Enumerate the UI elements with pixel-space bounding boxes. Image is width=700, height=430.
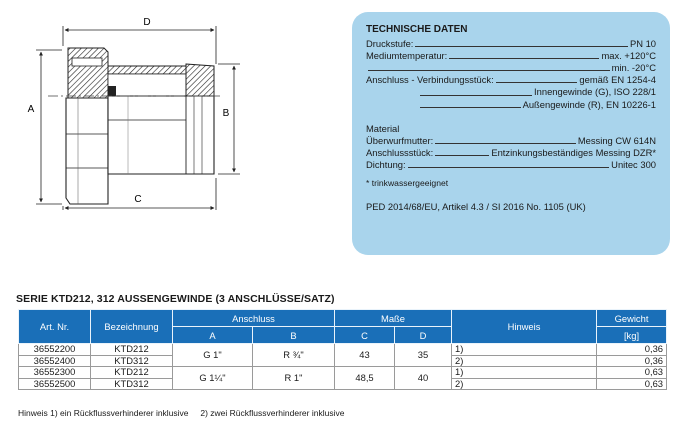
mediumtemp-min-row xyxy=(366,62,656,74)
header-anschluss: Anschluss xyxy=(173,310,335,327)
cell-a: G 1¼" xyxy=(173,367,253,390)
mediumtemp-row xyxy=(366,50,656,62)
cell-artnr: 36552400 xyxy=(19,355,91,367)
leader-line xyxy=(449,58,599,59)
mediumtemp-label: Mediumtemperatur: xyxy=(366,50,448,62)
dim-c-label: C xyxy=(134,194,142,205)
anschluss-row xyxy=(366,74,656,86)
header-a: A xyxy=(173,327,253,344)
anschlussstueck-value: Entzinkungsbeständiges Messing DZR* xyxy=(491,146,656,158)
mediumtemp-min: min. -20°C xyxy=(611,62,656,74)
header-b: B xyxy=(253,327,335,344)
cell-bezeichnung: KTD212 xyxy=(91,367,173,379)
ueberwurf-row xyxy=(366,135,656,147)
material-label: Material xyxy=(366,122,400,134)
anschlussstueck-label: Anschlussstück: xyxy=(366,146,434,158)
cell-gewicht: 0,36 xyxy=(597,344,667,356)
table-row xyxy=(19,344,667,356)
mediumtemp-max: max. +120°C xyxy=(601,50,656,62)
dim-d-label: D xyxy=(143,17,151,28)
cell-artnr: 36552200 xyxy=(19,344,91,356)
header-d: D xyxy=(395,327,452,344)
ped-note: PED 2014/68/EU, Artikel 4.3 / SI 2016 No. 1105 (UK) xyxy=(366,201,586,213)
product-table xyxy=(18,309,667,390)
dim-a-label: A xyxy=(27,104,35,115)
cell-b: R ¾" xyxy=(253,344,335,367)
cell-c: 43 xyxy=(335,344,395,367)
anschluss-value1: gemäß EN 1254-4 xyxy=(579,74,656,86)
header-c: C xyxy=(335,327,395,344)
header-masse: Maße xyxy=(335,310,452,327)
leader-line xyxy=(435,143,576,144)
cell-gewicht: 0,36 xyxy=(597,355,667,367)
leader-line xyxy=(435,155,489,156)
cell-bezeichnung: KTD312 xyxy=(91,378,173,390)
druckstufe-value: PN 10 xyxy=(629,38,656,50)
dim-b-label: B xyxy=(222,108,230,119)
series-title: SERIE KTD212, 312 AUSSENGEWINDE (3 ANSCHLÜSSE/SATZ) xyxy=(16,293,335,305)
leader-line xyxy=(496,82,578,83)
header-hinweis: Hinweis xyxy=(452,310,597,344)
cell-hinweis: 2) xyxy=(452,355,597,367)
technical-data-panel xyxy=(352,12,670,255)
tech-title: TECHNISCHE DATEN xyxy=(366,24,468,35)
technical-drawing xyxy=(8,8,338,228)
anschluss-value2: Innengewinde (G), ISO 228/1 xyxy=(534,86,656,98)
drinking-water-note: * trinkwassergeeignet xyxy=(366,178,449,189)
cell-artnr: 36552500 xyxy=(19,378,91,390)
anschluss-row-3 xyxy=(366,99,656,111)
header-artnr: Art. Nr. xyxy=(19,310,91,344)
header-bezeichnung: Bezeichnung xyxy=(91,310,173,344)
leader-line xyxy=(420,107,521,108)
druckstufe-row xyxy=(366,38,656,50)
anschluss-value3: Außengewinde (R), EN 10226-1 xyxy=(522,98,656,110)
cell-bezeichnung: KTD212 xyxy=(91,344,173,356)
cell-bezeichnung: KTD312 xyxy=(91,355,173,367)
cell-artnr: 36552300 xyxy=(19,367,91,379)
cell-c: 48,5 xyxy=(335,367,395,390)
footnote: Hinweis 1) ein Rückflussverhinderer inklusive 2) zwei Rückflussverhinderer inklusive xyxy=(18,408,345,418)
leader-line xyxy=(408,167,610,168)
leader-line xyxy=(415,46,628,47)
dichtung-row xyxy=(366,159,656,171)
cell-gewicht: 0,63 xyxy=(597,367,667,379)
cell-hinweis: 2) xyxy=(452,378,597,390)
dichtung-label: Dichtung: xyxy=(366,158,406,170)
anschlussstueck-row xyxy=(366,147,656,159)
leader-line xyxy=(368,70,610,71)
ueberwurf-value: Messing CW 614N xyxy=(577,134,656,146)
cell-d: 35 xyxy=(395,344,452,367)
cell-hinweis: 1) xyxy=(452,344,597,356)
dichtung-value: Unitec 300 xyxy=(611,158,656,170)
cell-a: G 1" xyxy=(173,344,253,367)
header-kg: [kg] xyxy=(597,327,667,344)
cell-b: R 1" xyxy=(253,367,335,390)
cell-hinweis: 1) xyxy=(452,367,597,379)
cell-d: 40 xyxy=(395,367,452,390)
table-row xyxy=(19,367,667,379)
leader-line xyxy=(420,95,532,96)
header-gewicht: Gewicht xyxy=(597,310,667,327)
union-nut xyxy=(66,48,108,204)
druckstufe-label: Druckstufe: xyxy=(366,38,414,50)
ueberwurf-label: Überwurfmutter: xyxy=(366,134,434,146)
tailpiece xyxy=(108,64,214,174)
anschluss-label: Anschluss - Verbindungsstück: xyxy=(366,74,494,86)
cell-gewicht: 0,63 xyxy=(597,378,667,390)
anschluss-row-2 xyxy=(366,86,656,98)
